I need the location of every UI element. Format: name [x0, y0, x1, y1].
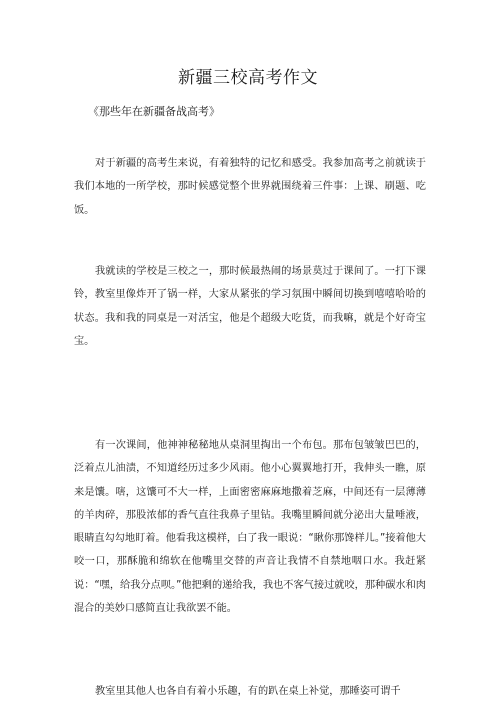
- paragraph-2: 我就读的学校是三校之一，那时候最热闹的场景莫过于课间了。一打下课铃，教室里像炸开了锅一样，大家从紧张的学习氛围中瞬间切换到嘻嘻哈哈的状态。我和我的同桌是一对活宝，他是个超级大吃货，而我嘛，就是个好奇宝宝。: [74, 266, 426, 347]
- paragraph-4: 教室里其他人也各自有着小乐趣，有的趴在桌上补觉，那睡姿可谓千: [95, 686, 401, 697]
- document-subtitle: 《那些年在新疆备战高考》: [88, 105, 220, 118]
- paragraph-1: 对于新疆的高考生来说，有着独特的记忆和感受。我参加高考之前就读于我们本地的一所学校，那时候感觉整个世界就围绕着三件事：上课、刷题、吃饭。: [74, 158, 426, 216]
- paragraph-3: 有一次课间，他神神秘秘地从桌洞里掏出一个布包。那布包皱皱巴巴的，泛着点儿油渍，不知道经历过多少风雨。他小心翼翼地打开，我伸头一瞧，原来是馕。嗐，这馕可不大一样，上面密密麻麻地撒着芝麻，中间还有一层薄薄的羊肉碎，那股浓郁的香气直往我鼻子里钻。我嘴里瞬间就分泌出大量唾液，眼睛直勾勾地盯着。他看我这模样，白了我一眼说：“瞅你那馋样儿。”接着他大咬一口，那酥脆和绵软在他嘴里交替的声音让我情不自禁地咽口水。我赶紧说：“嘿，给我分点呗。”他把剩的递给我，我也不客气接过就咬，那种碳水和肉混合的美妙口感简直让我欲罢不能。: [74, 440, 426, 615]
- document-title: 新疆三校高考作文: [178, 68, 318, 88]
